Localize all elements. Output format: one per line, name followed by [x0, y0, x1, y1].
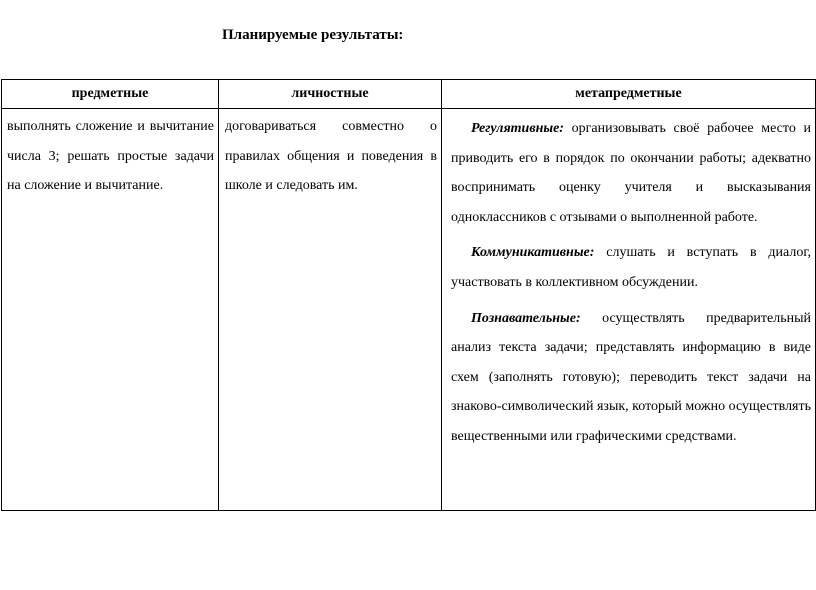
table-header-row — [2, 80, 816, 109]
cognitive-paragraph — [451, 304, 811, 452]
page-title: Планируемые результаты: — [222, 27, 404, 43]
subject-text: выполнять сложение и вычитание числа 3; решать простые задачи на сложение и вычитание. — [7, 119, 214, 194]
header-subject: предметные — [2, 80, 219, 109]
personal-text: договариваться совместно о правилах общения и поведения в школе и следовать им. — [225, 119, 437, 194]
cell-subject — [2, 109, 219, 511]
communicative-label: Коммуникативные: — [471, 245, 595, 261]
table-row — [2, 109, 816, 511]
results-table — [1, 79, 816, 511]
regulatory-text: организовывать своё рабочее место и приводить его в порядок по окончании работы; адекватно воспринимать оценку учителя и высказывания одноклассников с отзывами о выполненной работе. — [451, 121, 811, 225]
regulatory-label: Регулятивные: — [471, 121, 564, 136]
cognitive-label: Познавательные: — [471, 310, 581, 326]
regulatory-paragraph — [451, 114, 811, 232]
communicative-paragraph — [451, 238, 811, 297]
header-meta: метапредметные — [442, 80, 816, 109]
header-personal: личностные — [219, 80, 442, 109]
cell-meta — [442, 109, 816, 511]
cognitive-text: осуществлять предварительный анализ текста задачи; представлять информацию в виде схем (заполнять готовую); переводить текст задачи на знаково-символический язык, который можно осуществлять вещественными или графическими средствами. — [451, 310, 811, 444]
cell-personal — [219, 109, 442, 511]
communicative-text: слушать и вступать в диалог, участвовать в коллективном обсуждении. — [451, 245, 811, 290]
